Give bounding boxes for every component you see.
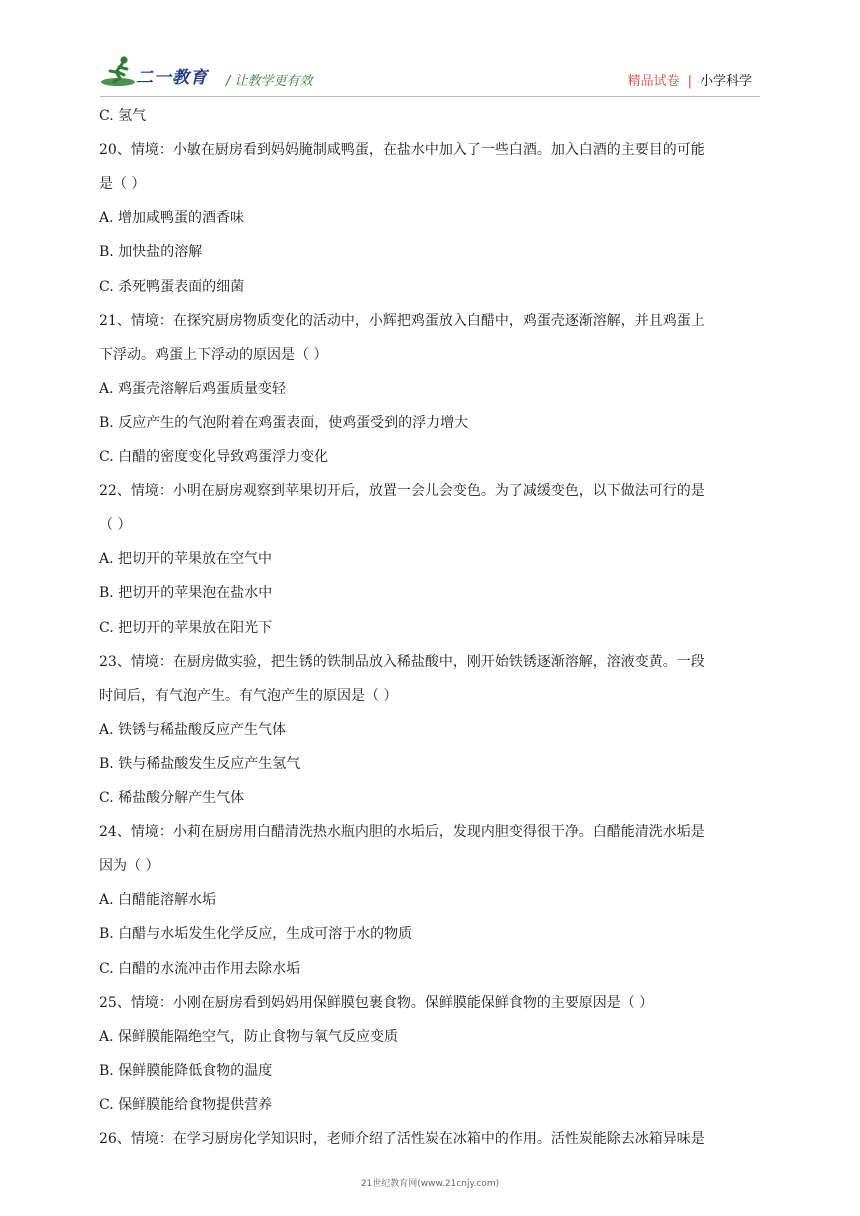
question-text-continued: 因为（ ）: [99, 858, 160, 875]
question-text: 24、情境：小莉在厨房用白醋清洗热水瓶内胆的水垢后，发现内胆变得很干净。白醋能清洗水垢是: [99, 824, 705, 841]
answer-option: B. 保鲜膜能降低食物的温度: [99, 1062, 273, 1079]
answer-option: C. 把切开的苹果放在阳光下: [99, 619, 273, 636]
question-text: 26、情境：在学习厨房化学知识时，老师介绍了活性炭在冰箱中的作用。活性炭能除去冰箱异味是: [99, 1131, 705, 1147]
question-text: 23、情境：在厨房做实验，把生锈的铁制品放入稀盐酸中，刚开始铁锈逐渐溶解，溶液变黄。一段: [99, 653, 705, 670]
answer-option: C. 稀盐酸分解产生气体: [99, 790, 245, 806]
header-slogan: / 让教学更有效: [226, 74, 313, 89]
page-header: [100, 54, 760, 94]
header-separator: |: [687, 74, 692, 89]
header-divider: [100, 96, 760, 97]
answer-option: A. 保鲜膜能隔绝空气，防止食物与氧气反应变质: [99, 1028, 399, 1045]
answer-option: A. 增加咸鸭蛋的酒香味: [99, 210, 245, 227]
answer-option: C. 保鲜膜能给食物提供营养: [99, 1096, 273, 1113]
answer-option: B. 加快盐的溶解: [99, 244, 203, 261]
question-text: 20、情境：小敏在厨房看到妈妈腌制咸鸭蛋，在盐水中加入了一些白酒。加入白酒的主要目的可能: [99, 142, 705, 159]
answer-option: B. 反应产生的气泡附着在鸡蛋表面，使鸡蛋受到的浮力增大: [99, 414, 469, 431]
header-label-left: 精品试卷: [627, 74, 680, 89]
answer-option: B. 铁与稀盐酸发生反应产生氢气: [99, 755, 301, 772]
answer-option: B. 白醋与水垢发生化学反应，生成可溶于水的物质: [99, 926, 413, 943]
answer-option: A. 铁锈与稀盐酸反应产生气体: [99, 721, 287, 738]
answer-option: C. 白醋的密度变化导致鸡蛋浮力变化: [99, 449, 329, 465]
logo-text: 二一教育: [136, 68, 208, 88]
page-footer: 21世纪教育网(www.21cnjy.com): [360, 1179, 500, 1189]
answer-option: A. 白醋能溶解水垢: [99, 892, 217, 909]
answer-option: A. 鸡蛋壳溶解后鸡蛋质量变轻: [99, 380, 287, 397]
header-label-right: 小学科学: [699, 74, 752, 89]
question-text-continued: 是（ ）: [99, 176, 146, 193]
question-text-continued: （ ）: [99, 517, 132, 534]
answer-option: B. 把切开的苹果泡在盐水中: [99, 585, 273, 602]
question-text-continued: 下浮动。鸡蛋上下浮动的原因是（ ）: [99, 346, 328, 363]
runner-logo-icon: [100, 54, 140, 90]
header-category: [628, 70, 752, 89]
answer-option: C. 杀死鸭蛋表面的细菌: [99, 278, 245, 295]
answer-option: C. 白醋的水流冲击作用去除水垢: [99, 960, 301, 977]
answer-option: C. 氢气: [99, 108, 147, 124]
question-text: 25、情境：小刚在厨房看到妈妈用保鲜膜包裹食物。保鲜膜能保鲜食物的主要原因是（ ）: [99, 994, 654, 1011]
logo: [100, 54, 218, 90]
question-text: 22、情境：小明在厨房观察到苹果切开后，放置一会儿会变色。为了减缓变色，以下做法可行的是: [99, 483, 705, 500]
question-text: 21、情境：在探究厨房物质变化的活动中，小辉把鸡蛋放入白醋中，鸡蛋壳逐渐溶解，并且鸡蛋上: [99, 312, 705, 329]
question-text-continued: 时间后，有气泡产生。有气泡产生的原因是（ ）: [99, 687, 398, 704]
answer-option: A. 把切开的苹果放在空气中: [99, 551, 273, 568]
